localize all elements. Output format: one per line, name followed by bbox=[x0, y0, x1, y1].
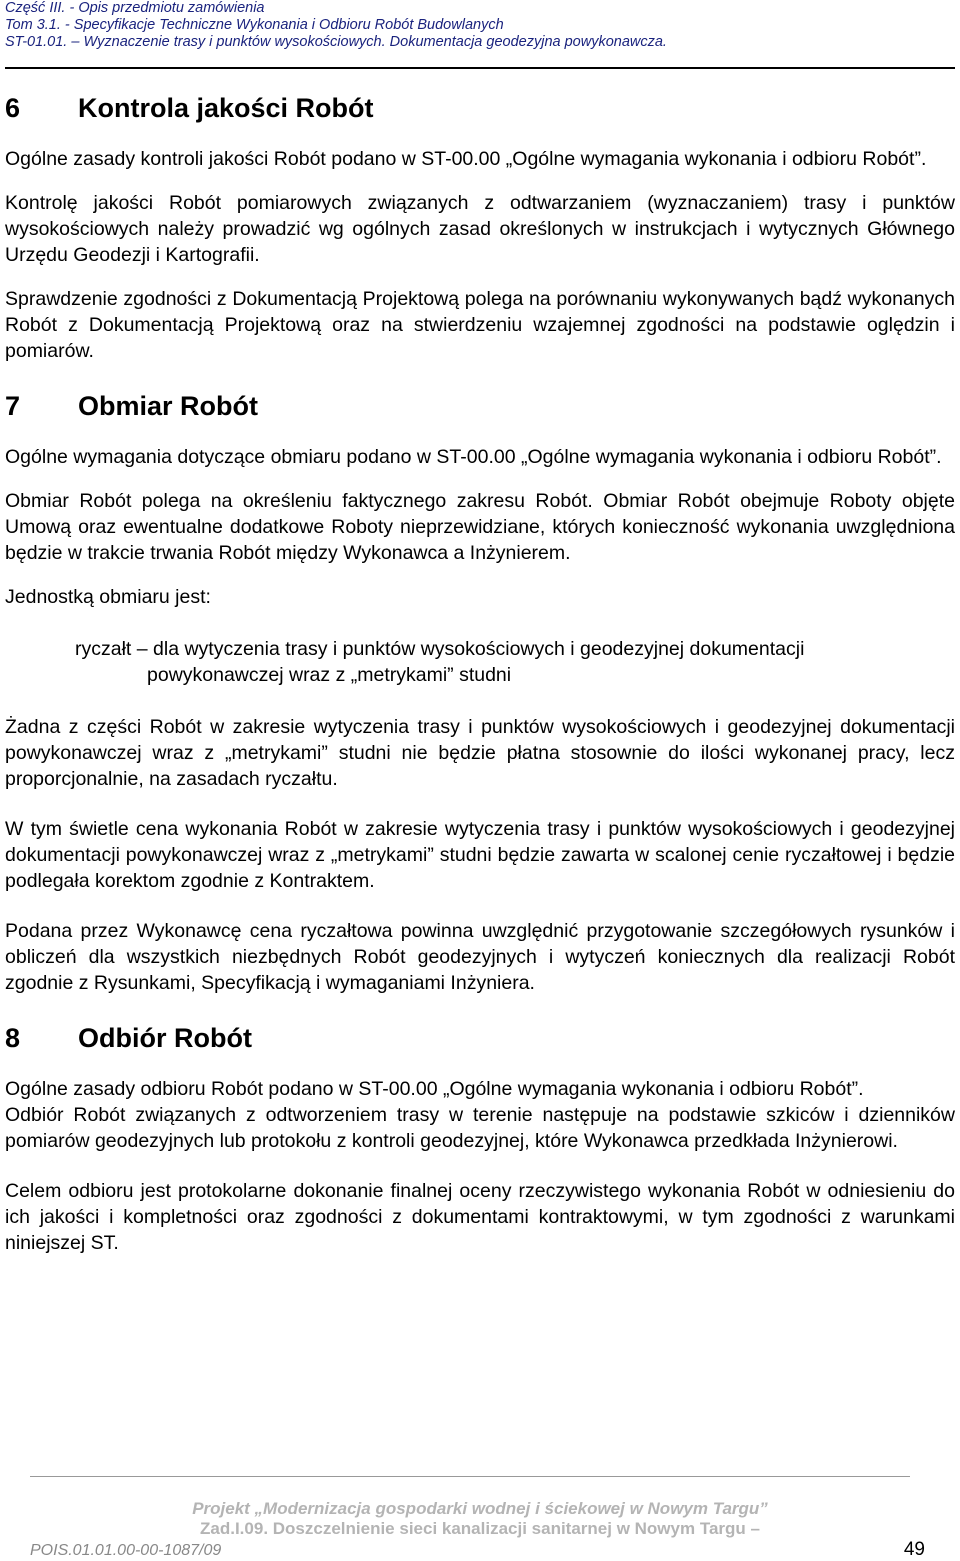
footer-divider bbox=[30, 1476, 910, 1477]
paragraph: Kontrolę jakości Robót pomiarowych związanych z odtwarzaniem (wyznaczaniem) trasy i punktów wysokościowych należy prowadzić wg ogólnych zasad określonych w instrukcjach i wytycznych Głównego Urzędu Geodezji i Kartografii. bbox=[5, 192, 955, 266]
paragraph: Sprawdzenie zgodności z Dokumentacją Projektową polega na porównaniu wykonywanych bądź wykonanych Robót z Dokumentacją Projektową oraz na stwierdzeniu wzajemnej zgodności na podstawie oględzin i pomiarów. bbox=[5, 288, 955, 362]
paragraph: Podana przez Wykonawcę cena ryczałtowa powinna uwzględnić przygotowanie szczegółowych rysunków i obliczeń dla wszystkich niezbędnych Robót geodezyjnych i wytyczeń koniecznych dla realizacji Robót zgodnie z Rysunkami, Specyfikacją i wymaganiami Inżyniera. bbox=[5, 920, 955, 994]
section-number: 7 bbox=[5, 391, 21, 421]
paragraph: Jednostką obmiaru jest: bbox=[5, 586, 211, 608]
section-title: Kontrola jakości Robót bbox=[78, 93, 374, 123]
paragraph: Ogólne zasady kontroli jakości Robót podano w ST-00.00 „Ogólne wymagania wykonania i odbioru Robót”. bbox=[5, 148, 927, 170]
section-title: Odbiór Robót bbox=[78, 1023, 252, 1053]
footer-code: POIS.01.01.00-00-1087/09 bbox=[30, 1542, 222, 1559]
section-title: Obmiar Robót bbox=[78, 391, 258, 421]
paragraph: W tym świetle cena wykonania Robót w zakresie wytyczenia trasy i punktów wysokościowych i geodezyjnej dokumentacji powykonawczej wraz z „metrykami” studni będzie zawarta w scalonej cenie ryczałtowej i będzie podlegała korektom zgodnie z Kontraktem. bbox=[5, 818, 955, 892]
paragraph: Celem odbioru jest protokolarne dokonanie finalnej oceny rzeczywistego wykonania Robót w odniesieniu do ich jakości i kompletności oraz zgodności z dokumentami kontraktowymi, w tym zgodności z warunkami niniejszej ST. bbox=[5, 1180, 955, 1254]
section-number: 8 bbox=[5, 1023, 21, 1053]
paragraph: Obmiar Robót polega na określeniu faktycznego zakresu Robót. Obmiar Robót obejmuje Roboty objęte Umową oraz ewentualne dodatkowe Roboty nieprzewidziane, których konieczność wykonania uwzględniona będzie w trakcie trwania Robót między Wykonawca a Inżynierem. bbox=[5, 490, 955, 564]
document-header bbox=[5, 0, 955, 51]
footer-task: Zad.I.09. Doszczelnienie sieci kanalizacji sanitarnej w Nowym Targu – bbox=[200, 1519, 760, 1538]
unit-line: ryczałt – dla wytyczenia trasy i punktów wysokościowych i geodezyjnej dokumentacji bbox=[75, 638, 805, 660]
section-heading-8 bbox=[5, 1022, 955, 1054]
document-footer bbox=[0, 1499, 960, 1539]
document-body bbox=[5, 92, 955, 1274]
header-volume: Tom 3.1. - Specyfikacje Techniczne Wykonania i Odbioru Robót Budowlanych bbox=[5, 17, 504, 33]
measurement-unit bbox=[75, 636, 955, 688]
header-spec: ST-01.01. – Wyznaczenie trasy i punktów wysokościowych. Dokumentacja geodezyjna powykonawcza. bbox=[5, 34, 667, 50]
paragraph: Żadna z części Robót w zakresie wytyczenia trasy i punktów wysokościowych i geodezyjnej dokumentacji powykonawczej wraz z „metrykami” studni nie będzie płatna stosownie do ilości wykonanej pracy, lecz proporcjonalnie, na zasadach ryczałtu. bbox=[5, 716, 955, 790]
paragraph: Ogólne zasady odbioru Robót podano w ST-00.00 „Ogólne wymagania wykonania i odbioru Robót”. bbox=[5, 1078, 864, 1100]
paragraph: Odbiór Robót związanych z odtworzeniem trasy w terenie następuje na podstawie szkiców i dzienników pomiarów geodezyjnych lub protokołu z kontroli geodezyjnej, które Wykonawca przedkłada Inżynierowi. bbox=[5, 1104, 955, 1152]
section-heading-6 bbox=[5, 92, 955, 124]
section-heading-7 bbox=[5, 390, 955, 422]
unit-line-continued: powykonawczej wraz z „metrykami” studni bbox=[147, 664, 512, 686]
paragraph: Ogólne wymagania dotyczące obmiaru podano w ST-00.00 „Ogólne wymagania wykonania i odbioru Robót”. bbox=[5, 446, 942, 468]
section-number: 6 bbox=[5, 93, 21, 123]
page-number: 49 bbox=[903, 1539, 925, 1560]
header-divider bbox=[5, 67, 955, 69]
header-part: Część III. - Opis przedmiotu zamówienia bbox=[5, 0, 265, 16]
footer-project: Projekt „Modernizacja gospodarki wodnej i ściekowej w Nowym Targu” bbox=[192, 1499, 768, 1518]
